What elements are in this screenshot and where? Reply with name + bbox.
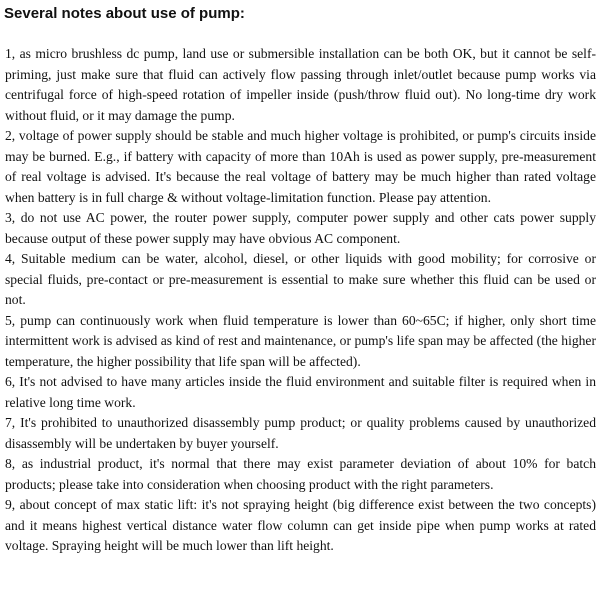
note-8: 8, as industrial product, it's normal that there may exist parameter deviation of about 10% for batch products; please take into consideration when choosing product with the right parameters. <box>5 456 596 492</box>
document-title: Several notes about use of pump: <box>4 5 245 22</box>
note-5: 5, pump can continuously work when fluid temperature is lower than 60~65C; if higher, only short time intermittent work is advised as kind of rest and maintenance, or pump's life span may be affected (the higher temperature, the higher possibility that life span will be affected). <box>5 312 596 369</box>
note-9: 9, about concept of max static lift: it's not spraying height (big difference exist between the two concepts) and it means highest vertical distance water flow column can get inside pipe when pump works at rated voltage. Spraying height will be much lower than lift height. <box>5 497 596 553</box>
note-6: 6, It's not advised to have many articles inside the fluid environment and suitable filter is required when in relative long time work. <box>5 374 596 410</box>
note-1: 1, as micro brushless dc pump, land use or submersible installation can be both OK, but it cannot be self-priming, just make sure that fluid can actively flow passing through inlet/outlet because pump works via centrifugal force of high-speed rotation of impeller inside (push/throw fluid out). No long-time dry work without fluid, or it may damage the pump. <box>5 46 596 123</box>
note-3: 3, do not use AC power, the router power supply, computer power supply and other cats power supply because output of these power supply may have obvious AC component. <box>5 210 596 246</box>
note-2: 2, voltage of power supply should be stable and much higher voltage is prohibited, or pump's circuits inside may be burned. E.g., if battery with capacity of more than 10Ah is used as power supply, pre-measurement of real voltage is advised. It's because the real voltage of battery may be much higher than rated voltage when battery is in full charge & without voltage-limitation function. Please pay attention. <box>5 128 596 205</box>
note-4: 4, Suitable medium can be water, alcohol, diesel, or other liquids with good mobility; for corrosive or special fluids, pre-contact or pre-measurement is essential to make sure whether this fluid can be used or not. <box>5 251 596 307</box>
notes-list <box>5 44 596 557</box>
note-7: 7, It's prohibited to unauthorized disassembly pump product; or quality problems caused by unauthorized disassembly will be undertaken by buyer yourself. <box>5 415 596 451</box>
